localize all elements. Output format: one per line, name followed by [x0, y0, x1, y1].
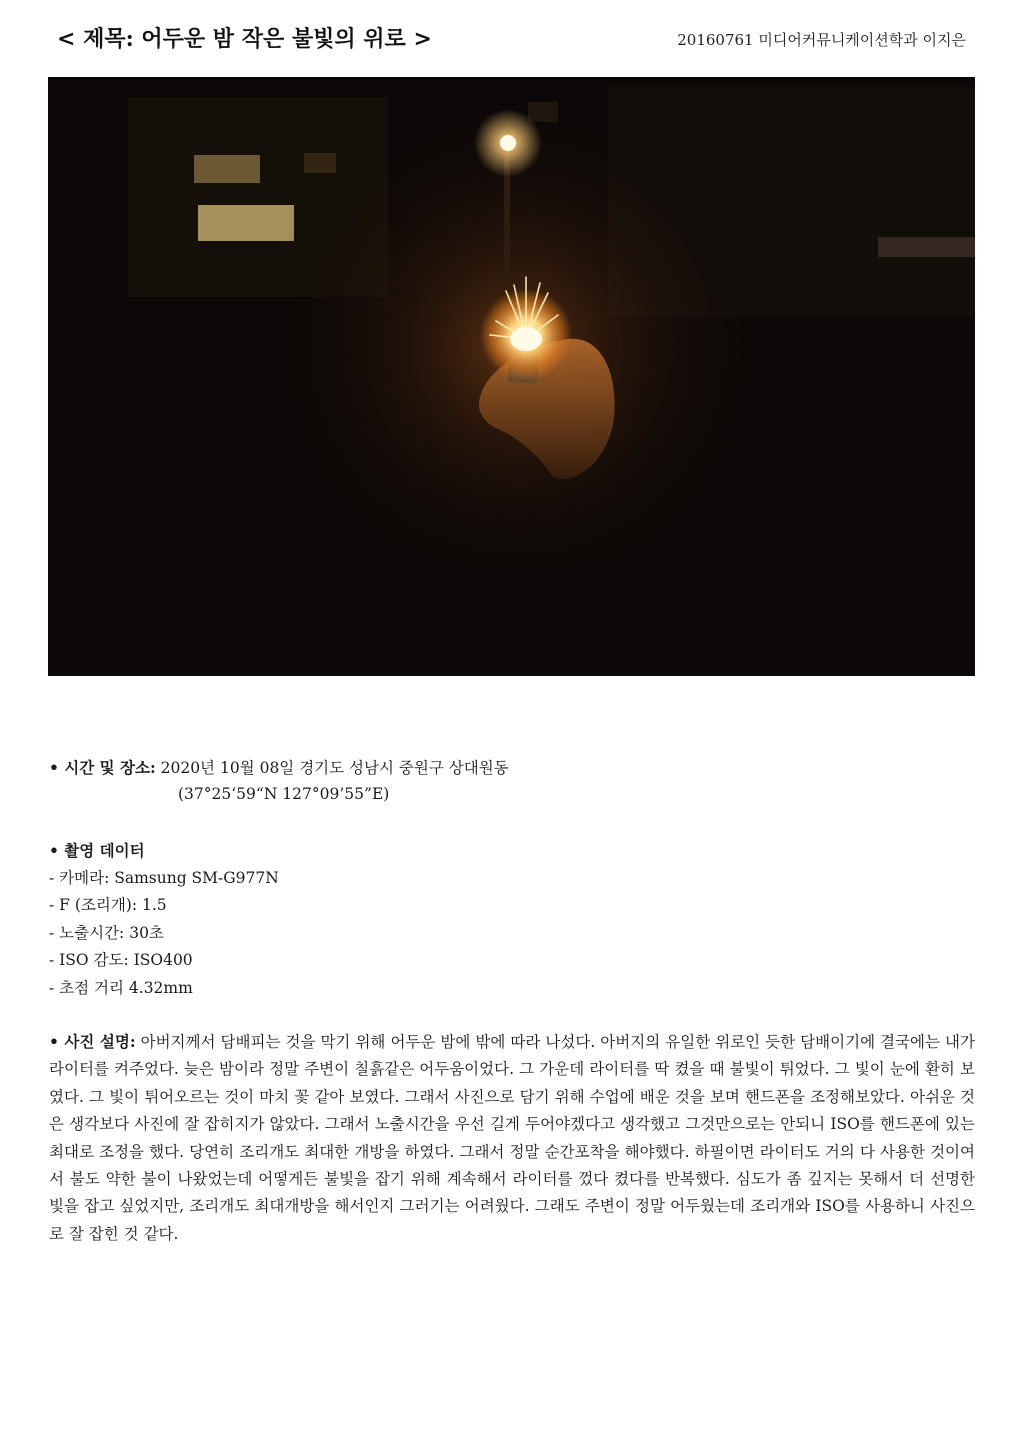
- shooting-data-label: • 촬영 데이터: [49, 841, 145, 860]
- time-place-value: 2020년 10월 08일 경기도 성남시 중원구 상대원동: [155, 759, 509, 777]
- shooting-item-exposure: - 노출시간: 30초: [49, 923, 164, 942]
- shooting-item-aperture: - F (조리개): 1.5: [49, 896, 167, 914]
- time-place-line: [49, 754, 509, 783]
- shooting-item-iso: - ISO 감도: ISO400: [49, 951, 193, 969]
- description-label: • 사진 설명:: [49, 1032, 136, 1051]
- night-lighter-photo: [48, 77, 975, 676]
- document-title: < 제목: 어두운 밤 작은 불빛의 위로 >: [57, 26, 432, 52]
- shooting-data-section: [49, 837, 279, 1002]
- shooting-item-camera: - 카메라: Samsung SM-G977N: [49, 868, 279, 887]
- student-info: 20160761 미디어커뮤니케이션학과 이지은: [677, 31, 966, 49]
- photo-description: [49, 1028, 975, 1248]
- time-place-label: • 시간 및 장소:: [49, 758, 156, 777]
- description-text: 아버지께서 담배피는 것을 막기 위해 어두운 밤에 밖에 따라 나섰다. 아버지의 유일한 위로인 듯한 담배이기에 결국에는 내가 라이터를 켜주었다. 늦은 밤이라 정말 주변이 칠흙같은 어두움이었다. 그 가운데 라이터를 딱 켰을 때 불빛이 튀었다. 그 빛이 눈에 환히 보였다. 그 빛이 튀어오르는 것이 마치 꽃 같아 보였다. 그래서 사진으로 담기 위해 수업에 배운 것을 보며 핸드폰을 조정해보았다. 아쉬운 것은 생각보다 사진에 잘 잡히지가 않았다. 그래서 노출시간을 우선 길게 두어야겠다고 생각했고 그것만으로는 안되니 ISO를 핸드폰에 있는 최대로 조정을 했다. 당연히 조리개도 최대한 개방을 하였다. 그래서 정말 순간포착을 해야했다. 하필이면 라이터도 거의 다 사용한 것이여서 불도 약한 불이 나왔었는데 어떻게든 불빛을 잡기 위해 계속해서 라이터를 껐다 켰다를 반복했다. 심도가 좀 깊지는 못해서 더 선명한 빛을 잡고 싶었지만, 조리개도 최대개방을 해서인지 그러기는 어려웠다. 그래도 주변이 정말 어두웠는데 조리개와 ISO를 사용하니 사진으로 잘 잡힌 것 같다.: [49, 1033, 975, 1243]
- shooting-item-focal-length: - 초점 거리 4.32mm: [49, 978, 193, 997]
- coordinates: (37°25‘59“N 127°09’55”E): [178, 785, 390, 803]
